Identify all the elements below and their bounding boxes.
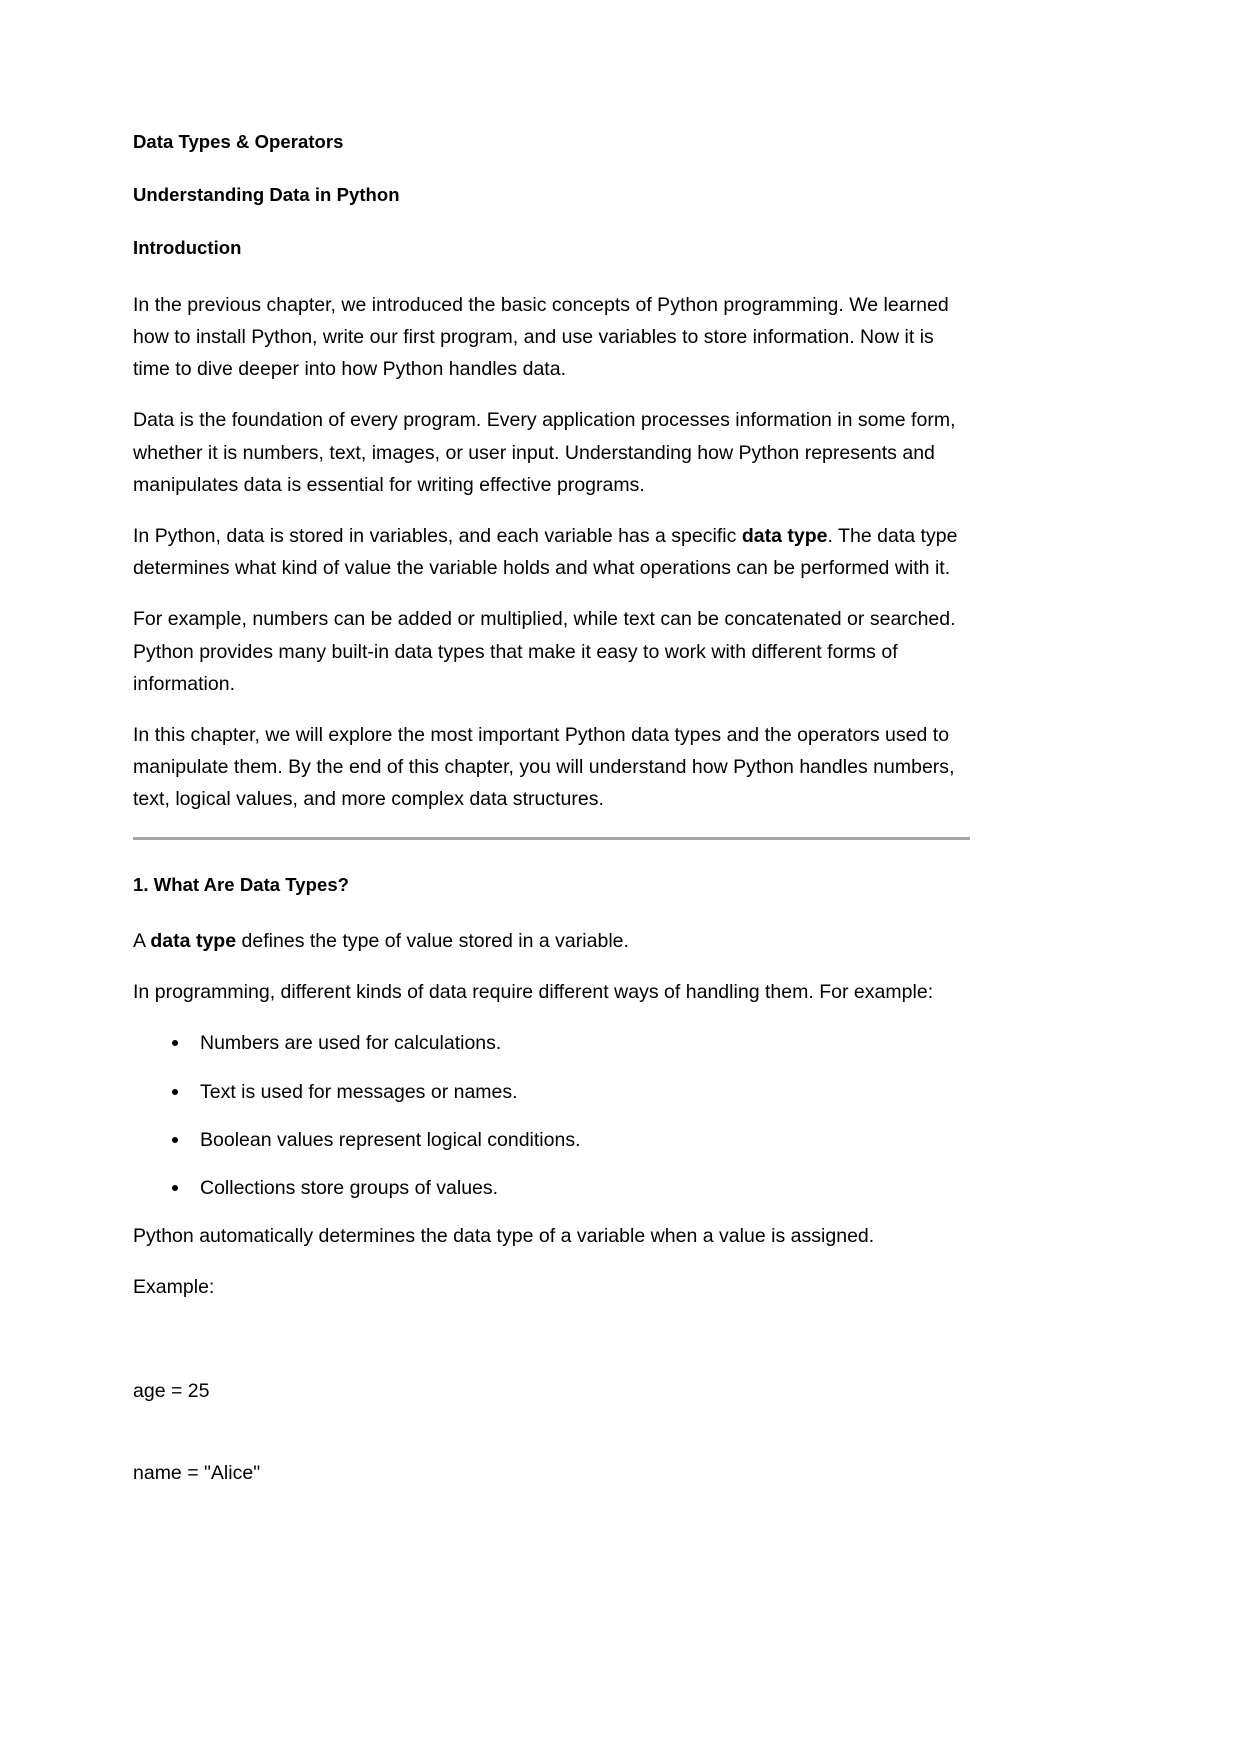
bullet-dot-icon	[172, 1089, 178, 1095]
example-paragraph: For example, numbers can be added or multiplied, while text can be concatenated or searched. Python provides many built-in data types that make it easy to work with different forms of information.	[133, 608, 956, 695]
data-type-paragraph	[133, 520, 973, 584]
intro-paragraph-1: In the previous chapter, we introduced the basic concepts of Python programming. We learned how to install Python, write our first program, and use variables to store information. Now it is time to dive deeper into how Python handles data.	[133, 293, 949, 381]
intro-paragraph-2: Data is the foundation of every program. Every application processes information in some form, whether it is numbers, text, images, or user input. Understanding how Python represents and manipulates data is essential for writing effective programs.	[133, 409, 956, 496]
after-bullets-paragraph: Python automatically determines the data type of a variable when a value is assigned.	[133, 1225, 875, 1248]
list-item	[133, 1172, 973, 1204]
list-item-label: Text is used for messages or names.	[200, 1080, 518, 1103]
data-type-paragraph-after: . The data type determines what kind of value the variable holds and what operations can be performed with it.	[133, 524, 958, 580]
definition-after: defines the type of value stored in a variable.	[236, 929, 629, 952]
bullet-dot-icon	[172, 1185, 178, 1191]
code-line: age = 25	[133, 1379, 210, 1402]
bullet-dot-icon	[172, 1040, 178, 1046]
definition-before: A	[133, 929, 151, 952]
definition-emphasis: data type	[150, 929, 237, 952]
bullet-dot-icon	[172, 1137, 178, 1143]
data-type-definition	[133, 925, 973, 957]
data-type-bullet-list	[133, 1027, 973, 1204]
document-content	[133, 130, 973, 1543]
code-example	[133, 1323, 973, 1543]
bullets-lead-in: In programming, different kinds of data require different ways of handling them. For example:	[133, 981, 934, 1004]
document-subtitle: Understanding Data in Python	[133, 183, 400, 205]
list-item	[133, 1124, 973, 1156]
data-type-emphasis: data type	[741, 524, 828, 547]
list-item-label: Numbers are used for calculations.	[200, 1032, 502, 1055]
list-item	[133, 1076, 973, 1108]
list-item-label: Boolean values represent logical conditions.	[200, 1128, 581, 1151]
code-line: name = "Alice"	[133, 1462, 261, 1485]
list-item	[133, 1027, 973, 1059]
example-label: Example:	[133, 1276, 215, 1299]
introduction-heading: Introduction	[133, 236, 242, 258]
section-divider	[133, 837, 970, 840]
document-title: Data Types & Operators	[133, 131, 344, 152]
list-item-label: Collections store groups of values.	[200, 1176, 499, 1199]
intro-paragraph-3: In this chapter, we will explore the most important Python data types and the operators used to manipulate them. By the end of this chapter, you will understand how Python handles numbers, text, logical values, and more complex data structures.	[133, 723, 955, 811]
section-1-heading: 1. What Are Data Types?	[133, 873, 350, 895]
data-type-paragraph-before: In Python, data is stored in variables, and each variable has a specific	[133, 524, 742, 547]
